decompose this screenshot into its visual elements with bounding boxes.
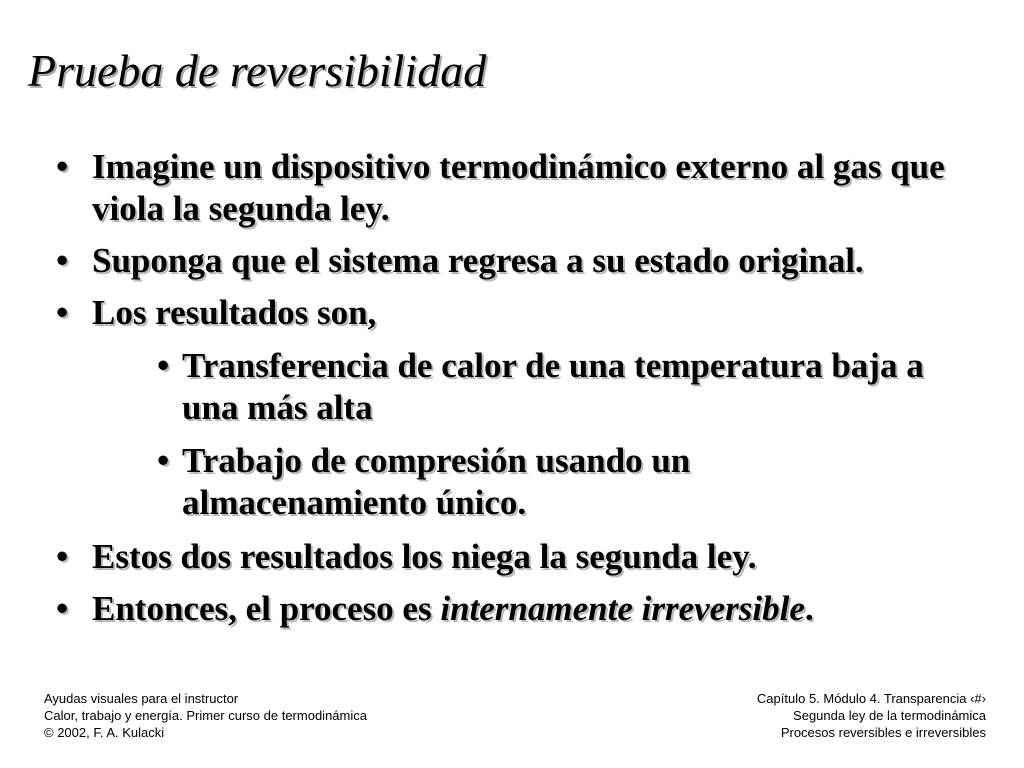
bullet-icon: •	[56, 537, 69, 576]
bullet-item-2	[56, 240, 1016, 282]
footer-left-line-3: © 2002, F. A. Kulacki	[44, 725, 165, 740]
sub-bullet-item-2	[157, 440, 807, 524]
bullet-icon: •	[56, 241, 69, 280]
bullet-item-3	[56, 292, 956, 334]
bullet-icon: •	[157, 441, 170, 480]
bullet-icon: •	[56, 293, 69, 332]
sub-bullet-item-1	[157, 345, 947, 429]
footer-left-line-1: Ayudas visuales para el instructor	[44, 691, 239, 706]
bullet-text-5-suffix: .	[804, 589, 814, 628]
footer-right	[757, 690, 986, 741]
slide-title: Prueba de reversibilidad	[28, 45, 487, 96]
bullet-text-5-emphasis: internamente irreversible	[440, 589, 805, 628]
bullet-icon: •	[56, 589, 69, 628]
sub-bullet-text-2: Trabajo de compresión usando un almacenamiento único.	[182, 441, 691, 522]
footer-right-line-2: Segunda ley de la termodinámica	[793, 708, 986, 723]
footer-left-line-2: Calor, trabajo y energía. Primer curso de termodinámica	[44, 708, 367, 723]
bullet-item-5	[56, 588, 976, 630]
bullet-text-3: Los resultados son,	[92, 293, 377, 332]
bullet-icon: •	[157, 346, 170, 385]
bullet-item-1	[56, 146, 956, 230]
bullet-icon: •	[56, 147, 69, 186]
bullet-text-1: Imagine un dispositivo termodinámico externo al gas que viola la segunda ley.	[92, 147, 945, 228]
footer-right-line-1: Capítulo 5. Módulo 4. Transparencia ‹#›	[756, 691, 986, 706]
bullet-text-2: Suponga que el sistema regresa a su estado original.	[92, 241, 864, 280]
footer-left	[44, 690, 367, 741]
bullet-text-5	[92, 588, 976, 630]
bullet-text-5-prefix: Entonces, el proceso es	[92, 589, 441, 628]
footer-right-line-3: Procesos reversibles e irreversibles	[780, 725, 986, 740]
sub-bullet-text-1: Transferencia de calor de una temperatura baja a una más alta	[182, 346, 924, 427]
bullet-item-4	[56, 536, 956, 578]
bullet-text-4: Estos dos resultados los niega la segunda ley.	[92, 537, 757, 576]
